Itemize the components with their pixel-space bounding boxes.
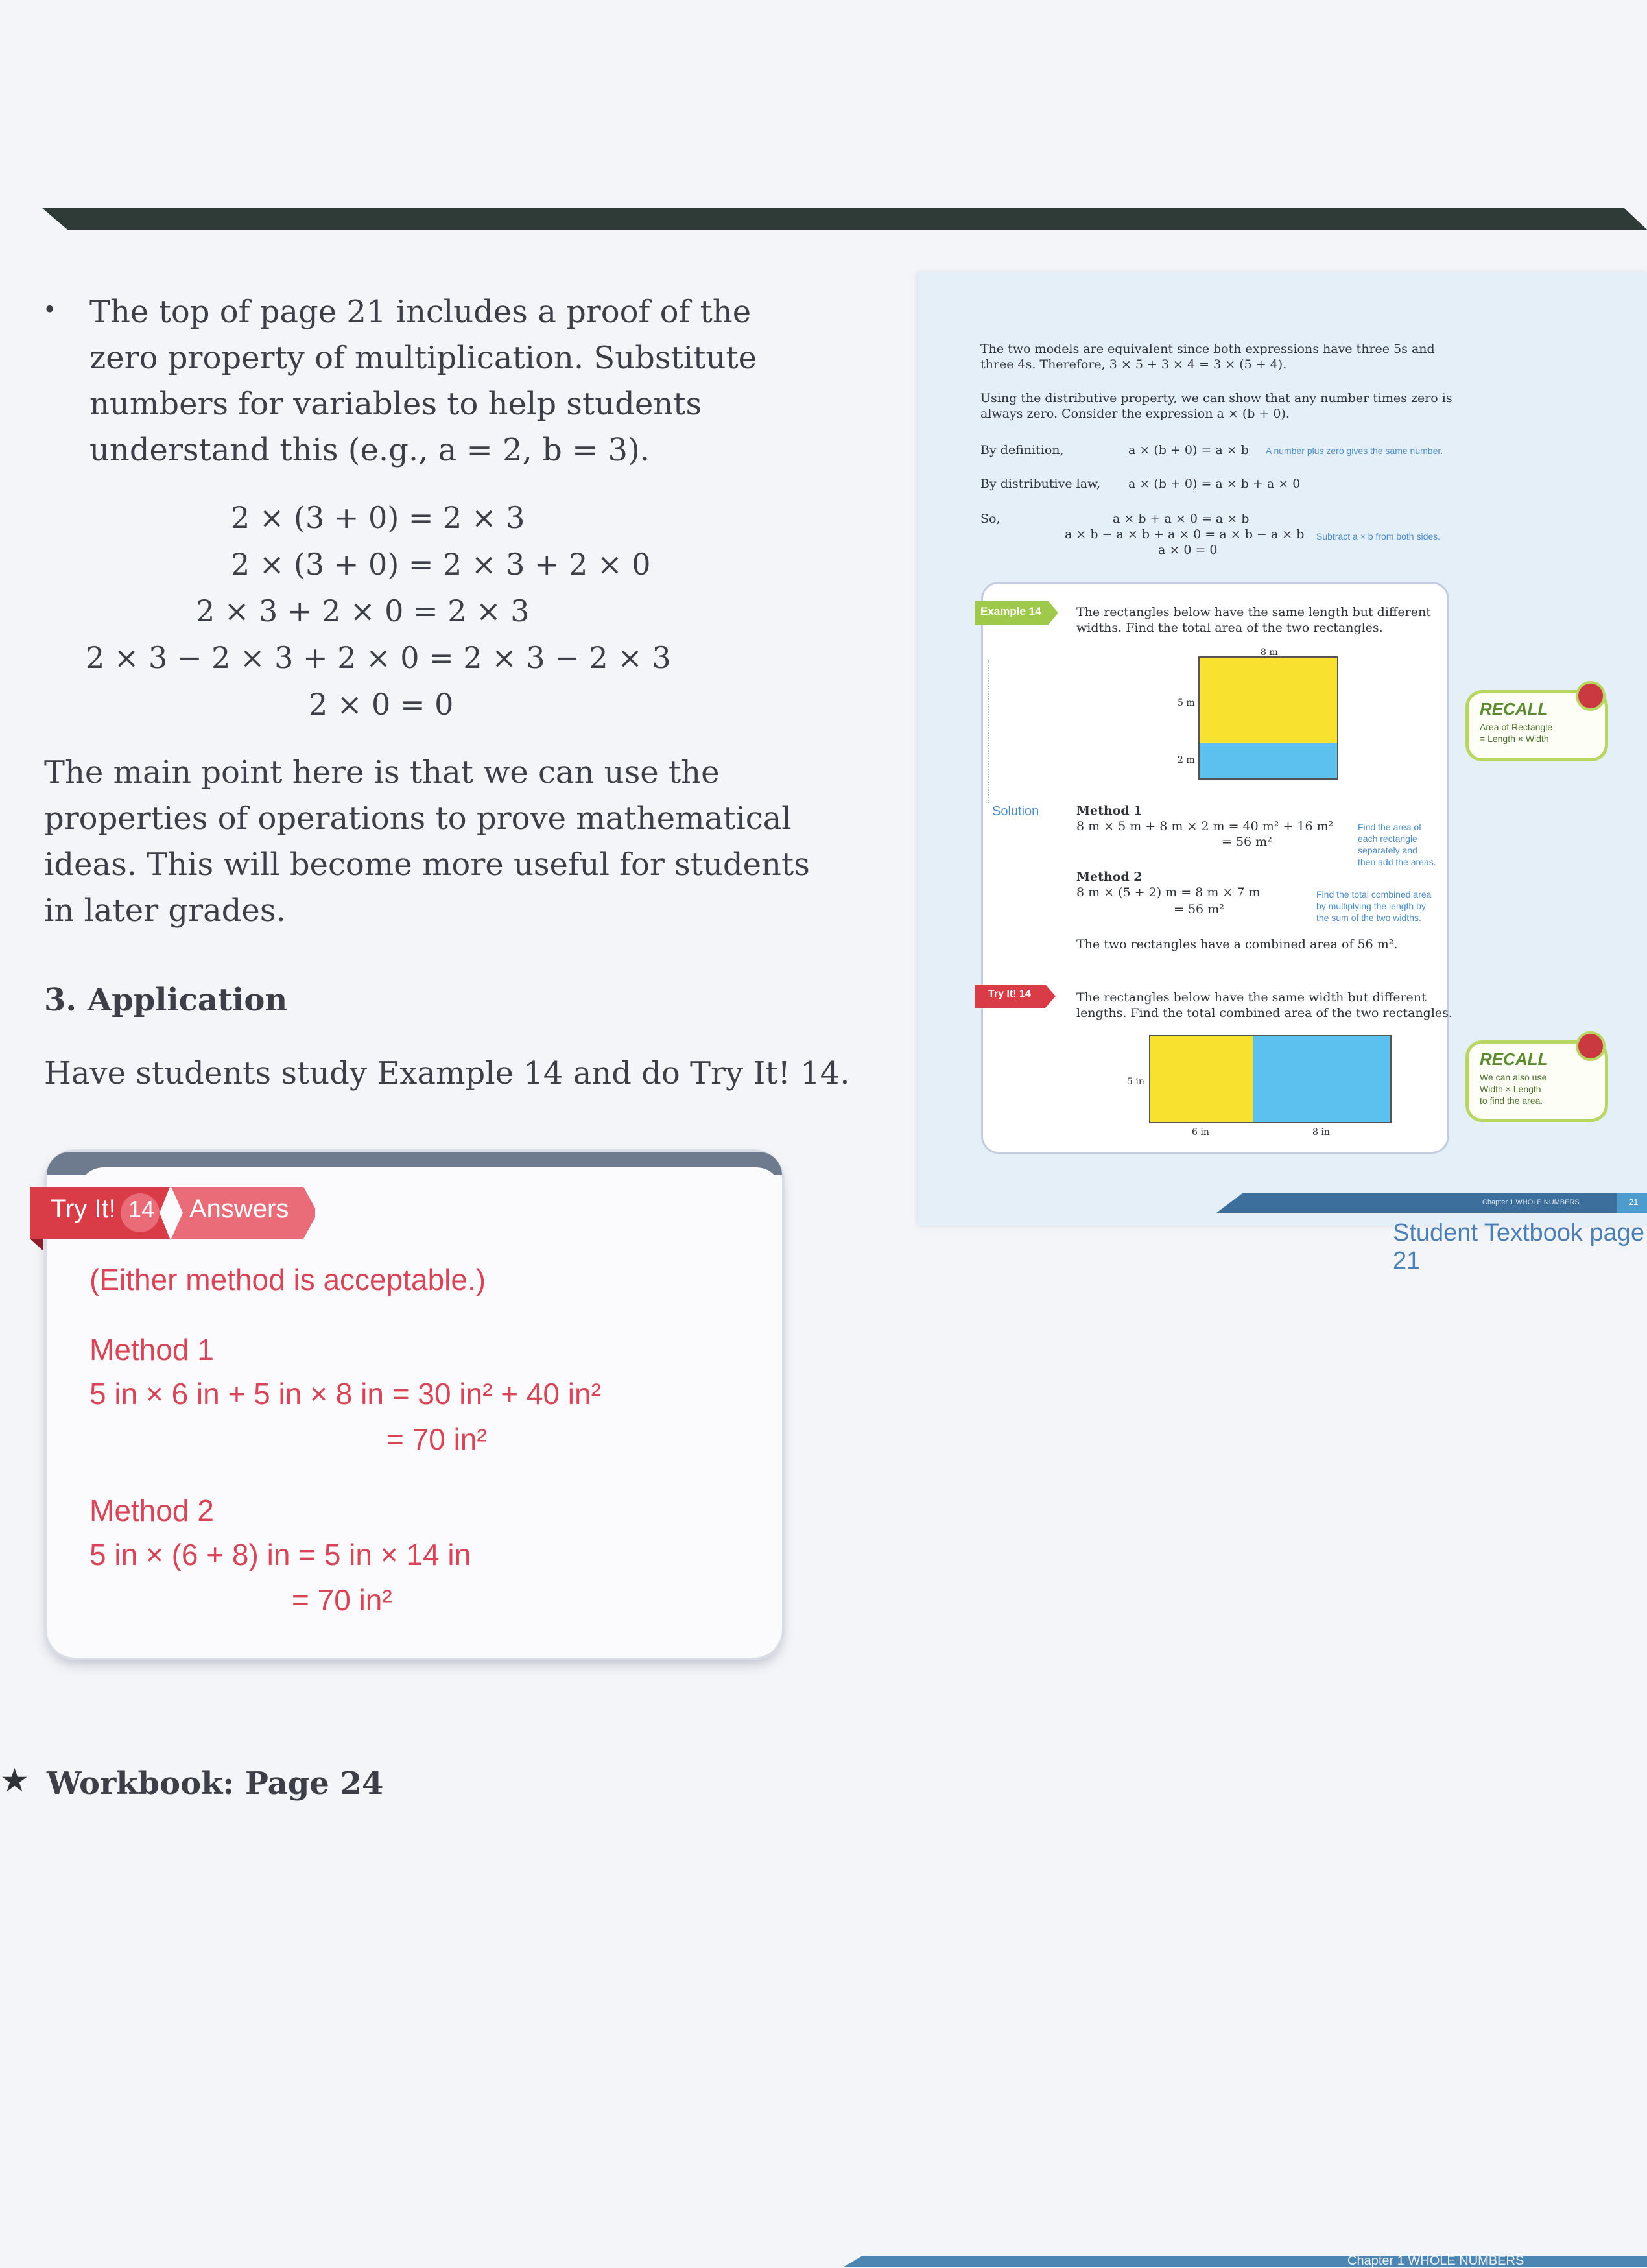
- tb-so-note: Subtract a × b from both sides.: [1316, 531, 1441, 542]
- method1-title: Method 1: [89, 1333, 214, 1367]
- application-text: Have students study Example 14 and do Try It! 14.: [44, 1055, 850, 1092]
- tb-footer-chapter: Chapter 1 WHOLE NUMBERS: [1482, 1199, 1580, 1206]
- tb-intro-line: The two models are equivalent since both expressions have three 5s and: [980, 342, 1435, 356]
- tb-method2-line: = 56 m²: [1174, 902, 1224, 916]
- tb-so-eq: a × 0 = 0: [1158, 543, 1218, 557]
- method2-line2: = 70 in²: [292, 1583, 392, 1617]
- textbook-caption: Student Textbook page 21: [1393, 1219, 1645, 1274]
- equation-line: 2 × (3 + 0) = 2 × 3: [231, 500, 525, 535]
- info-icon: [1576, 1031, 1606, 1061]
- equation-line: 2 × (3 + 0) = 2 × 3 + 2 × 0: [231, 547, 651, 582]
- paragraph-line: The main point here is that we can use the: [44, 754, 720, 791]
- paragraph-line: in later grades.: [44, 892, 286, 929]
- tb-intro-line: three 4s. Therefore, 3 × 5 + 3 × 4 = 3 × (5 + 4).: [980, 357, 1287, 372]
- tb-recall-text: We can also use Width × Length to find the area.: [1480, 1072, 1547, 1106]
- bullet-marker: •: [43, 297, 57, 324]
- equation-line: 2 × 0 = 0: [309, 687, 454, 722]
- tb-law-eq: a × (b + 0) = a × b + a × 0: [1128, 477, 1301, 491]
- method1-line2: = 70 in²: [386, 1422, 487, 1456]
- main-point-paragraph: [44, 750, 822, 934]
- application-heading: 3. Application: [44, 982, 288, 1018]
- equation-line: 2 × 3 − 2 × 3 + 2 × 0 = 2 × 3 − 2 × 3: [86, 640, 671, 675]
- tb-example-text: The rectangles below have the same length but different: [1076, 605, 1431, 619]
- tb-definition-eq: a × (b + 0) = a × b: [1128, 443, 1249, 457]
- tab-answers-label: Answers: [189, 1195, 289, 1223]
- tb-definition-label: By definition,: [980, 443, 1064, 457]
- tb-solution-tag: Solution: [992, 804, 1039, 818]
- tb-dim-label: 8 m: [1261, 647, 1278, 658]
- tb-conclusion: The two rectangles have a combined area of 56 m².: [1076, 937, 1398, 951]
- tb-try-yellow-rectangle: [1149, 1035, 1254, 1123]
- tb-dim-label: 6 in: [1192, 1127, 1209, 1138]
- tb-so-eq: a × b + a × 0 = a × b: [1113, 512, 1250, 526]
- page-footer-band: [843, 2256, 1647, 2267]
- bullet-paragraph: [89, 289, 803, 473]
- tb-method1-note: Find the area of each rectangle separately and then add the areas.: [1358, 822, 1436, 867]
- info-icon: [1576, 681, 1606, 711]
- bullet-line: The top of page 21 includes a proof of the: [89, 294, 752, 330]
- tb-blue-rectangle: [1198, 743, 1338, 780]
- tb-definition-note: A number plus zero gives the same number.: [1266, 446, 1443, 456]
- tb-distributive-line: always zero. Consider the expression a × (b + 0).: [980, 407, 1290, 421]
- star-icon: ★: [0, 1761, 29, 1799]
- workbook-reference: Workbook: Page 24: [47, 1765, 384, 1802]
- tb-try-text: lengths. Find the total combined area of the two rectangles.: [1076, 1006, 1452, 1020]
- tb-dim-label: 8 in: [1312, 1127, 1330, 1138]
- tb-law-label: By distributive law,: [980, 477, 1101, 491]
- method1-line1: 5 in × 6 in + 5 in × 8 in = 30 in² + 40 in²: [89, 1377, 601, 1411]
- tb-try-text: The rectangles below have the same width but different: [1076, 990, 1427, 1005]
- tab-number: 14: [128, 1196, 155, 1223]
- bullet-line: zero property of multiplication. Substitute: [89, 340, 757, 376]
- tb-dotted-guide: [988, 660, 989, 803]
- tb-footer-band: [1216, 1193, 1647, 1213]
- tb-try-blue-rectangle: [1253, 1035, 1392, 1123]
- tb-example-text: widths. Find the total area of the two rectangles.: [1076, 621, 1383, 635]
- tb-dim-label: 2 m: [1178, 755, 1195, 765]
- tb-method2-line: 8 m × (5 + 2) m = 8 m × 7 m: [1076, 885, 1261, 900]
- tb-dim-label: 5 m: [1178, 698, 1195, 708]
- top-divider-band: [41, 208, 1647, 230]
- tb-method1-line: 8 m × 5 m + 8 m × 2 m = 40 m² + 16 m²: [1076, 819, 1334, 833]
- tb-yellow-rectangle: [1198, 656, 1338, 745]
- method2-title: Method 2: [89, 1494, 214, 1527]
- tb-method1-line: = 56 m²: [1222, 835, 1272, 849]
- method2-line1: 5 in × (6 + 8) in = 5 in × 14 in: [89, 1538, 471, 1571]
- tb-method1-title: Method 1: [1076, 804, 1143, 818]
- tb-example-tag: Example 14: [980, 605, 1041, 617]
- tb-so-eq: a × b − a × b + a × 0 = a × b − a × b: [1065, 527, 1305, 542]
- tb-distributive-line: Using the distributive property, we can show that any number times zero is: [980, 391, 1452, 405]
- tb-footer-page: 21: [1629, 1197, 1639, 1207]
- tb-so-label: So,: [980, 512, 1001, 526]
- tb-dim-label: 5 in: [1127, 1077, 1144, 1087]
- paragraph-line: properties of operations to prove mathematical: [44, 800, 792, 837]
- bullet-line: understand this (e.g., a = 2, b = 3).: [89, 432, 650, 468]
- tb-method2-note: Find the total combined area by multiplying the length by the sum of the two widths.: [1316, 889, 1432, 923]
- bullet-line: numbers for variables to help students: [89, 386, 702, 422]
- page-footer-chapter: Chapter 1 WHOLE NUMBERS: [1347, 2254, 1524, 2268]
- equation-line: 2 × 3 + 2 × 0 = 2 × 3: [196, 593, 530, 628]
- tb-recall-title: RECALL: [1480, 1049, 1548, 1069]
- tab-try-label: Try It!: [51, 1195, 116, 1223]
- tb-recall-text: Area of Rectangle = Length × Width: [1480, 722, 1553, 744]
- tb-try-tag: Try It! 14: [988, 988, 1031, 999]
- tb-method2-title: Method 2: [1076, 870, 1143, 884]
- tb-recall-title: RECALL: [1480, 699, 1548, 719]
- paragraph-line: ideas. This will become more useful for students: [44, 846, 810, 883]
- answers-note: (Either method is acceptable.): [89, 1263, 486, 1296]
